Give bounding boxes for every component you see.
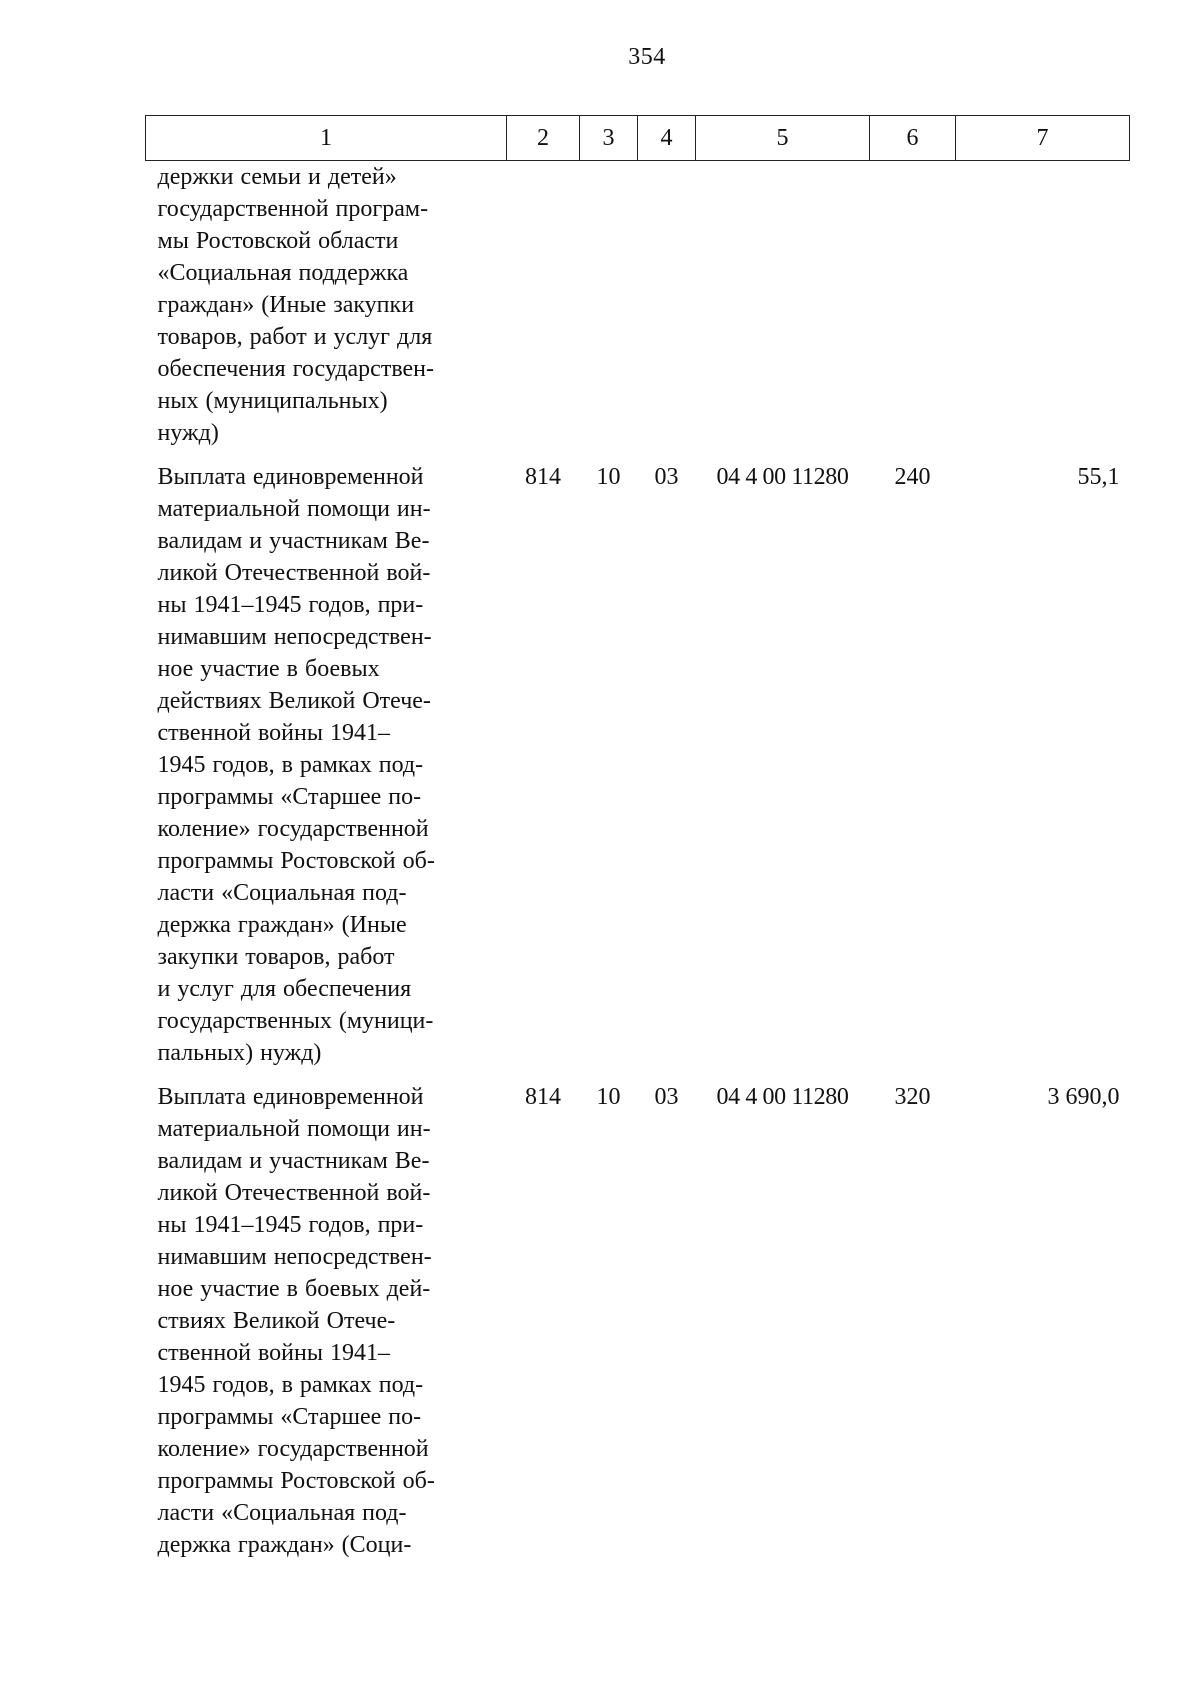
description-line: Выплата единовременной — [157, 464, 424, 490]
description-line: держки семьи и детей» — [157, 164, 397, 190]
cell-section-code: 10 — [596, 464, 621, 490]
header-col-6: 6 — [870, 116, 956, 161]
description-line: программы Ростовской об- — [157, 848, 435, 874]
description-line: материальной помощи ин- — [157, 1116, 431, 1142]
description-line: материальной помощи ин- — [157, 496, 431, 522]
header-col-4: 4 — [638, 116, 696, 161]
header-col-5: 5 — [696, 116, 870, 161]
description-line: государственных (муници- — [157, 1008, 434, 1034]
table-body — [146, 161, 1130, 1574]
page-number: 354 — [628, 44, 666, 70]
description-line: ласти «Социальная под- — [157, 1500, 407, 1526]
cell-ministry-code: 814 — [525, 1084, 561, 1110]
table-header — [146, 116, 1130, 161]
description-line: ликой Отечественной вой- — [157, 560, 431, 586]
cell-expense-type: 240 — [894, 464, 931, 490]
description-line: и услуг для обеспечения — [157, 976, 412, 1002]
cell-expense-type: 320 — [894, 1084, 931, 1110]
description-line: 1945 годов, в рамках под- — [157, 1372, 424, 1398]
cell-amount — [956, 161, 1130, 462]
description-line: валидам и участникам Ве- — [157, 528, 430, 554]
description-line: ласти «Социальная под- — [157, 880, 407, 906]
cell-target-code: 04 4 00 11280 — [716, 1084, 849, 1110]
budget-table — [145, 115, 1130, 1573]
cell-target-code — [696, 161, 870, 462]
description-line: товаров, работ и услуг для — [157, 324, 433, 350]
description-line: закупки товаров, работ — [157, 944, 395, 970]
description-line: держка граждан» (Иные — [157, 912, 407, 938]
description-line: ное участие в боевых дей- — [157, 1276, 431, 1302]
table-row — [146, 461, 1130, 1081]
description-line: «Социальная поддержка — [157, 260, 409, 286]
description-line: коление» государственной — [157, 1436, 429, 1462]
cell-section-code: 10 — [596, 1084, 621, 1110]
description-line: держка граждан» (Соци- — [157, 1532, 412, 1558]
description-line: действиях Великой Отече- — [157, 688, 431, 714]
description-line: ственной войны 1941– — [157, 1340, 390, 1366]
description-line: коление» государственной — [157, 816, 429, 842]
description-line: ное участие в боевых — [157, 656, 380, 682]
cell-ministry-code — [507, 161, 580, 462]
header-col-3: 3 — [580, 116, 638, 161]
description-line: ны 1941–1945 годов, при- — [157, 1212, 424, 1238]
row-description — [146, 461, 507, 1081]
description-line: государственной програм- — [157, 196, 429, 222]
header-col-7: 7 — [956, 116, 1130, 161]
cell-subsection-code: 03 — [654, 1084, 679, 1110]
cell-ministry-code: 814 — [525, 464, 561, 490]
description-line: нимавшим непосредствен- — [157, 1244, 432, 1270]
cell-section-code — [580, 161, 638, 462]
description-line: граждан» (Иные закупки — [157, 292, 415, 318]
header-row — [146, 116, 1130, 161]
header-col-1: 1 — [146, 116, 507, 161]
description-line: обеспечения государствен- — [157, 356, 434, 382]
description-line: программы Ростовской об- — [157, 1468, 435, 1494]
description-line: нимавшим непосредствен- — [157, 624, 432, 650]
cell-subsection-code — [638, 161, 696, 462]
description-line: мы Ростовской области — [157, 228, 399, 254]
description-line: ны 1941–1945 годов, при- — [157, 592, 424, 618]
description-line: валидам и участникам Ве- — [157, 1148, 430, 1174]
description-line: программы «Старшее по- — [157, 784, 422, 810]
cell-subsection-code: 03 — [654, 464, 679, 490]
description-line: ликой Отечественной вой- — [157, 1180, 431, 1206]
table-row — [146, 1081, 1130, 1573]
header-col-2: 2 — [507, 116, 580, 161]
description-line: ствиях Великой Отече- — [157, 1308, 396, 1334]
description-line: программы «Старшее по- — [157, 1404, 422, 1430]
description-line: ственной войны 1941– — [157, 720, 390, 746]
cell-amount: 3 690,0 — [1047, 1084, 1120, 1110]
description-line: Выплата единовременной — [157, 1084, 424, 1110]
description-line: нужд) — [157, 420, 219, 446]
row-description — [146, 161, 507, 462]
table-row — [146, 161, 1130, 462]
description-line: пальных) нужд) — [157, 1040, 322, 1066]
cell-expense-type — [870, 161, 956, 462]
row-description — [146, 1081, 507, 1573]
description-line: 1945 годов, в рамках под- — [157, 752, 424, 778]
cell-target-code: 04 4 00 11280 — [716, 464, 849, 490]
cell-amount: 55,1 — [1077, 464, 1120, 490]
description-line: ных (муниципальных) — [157, 388, 388, 414]
